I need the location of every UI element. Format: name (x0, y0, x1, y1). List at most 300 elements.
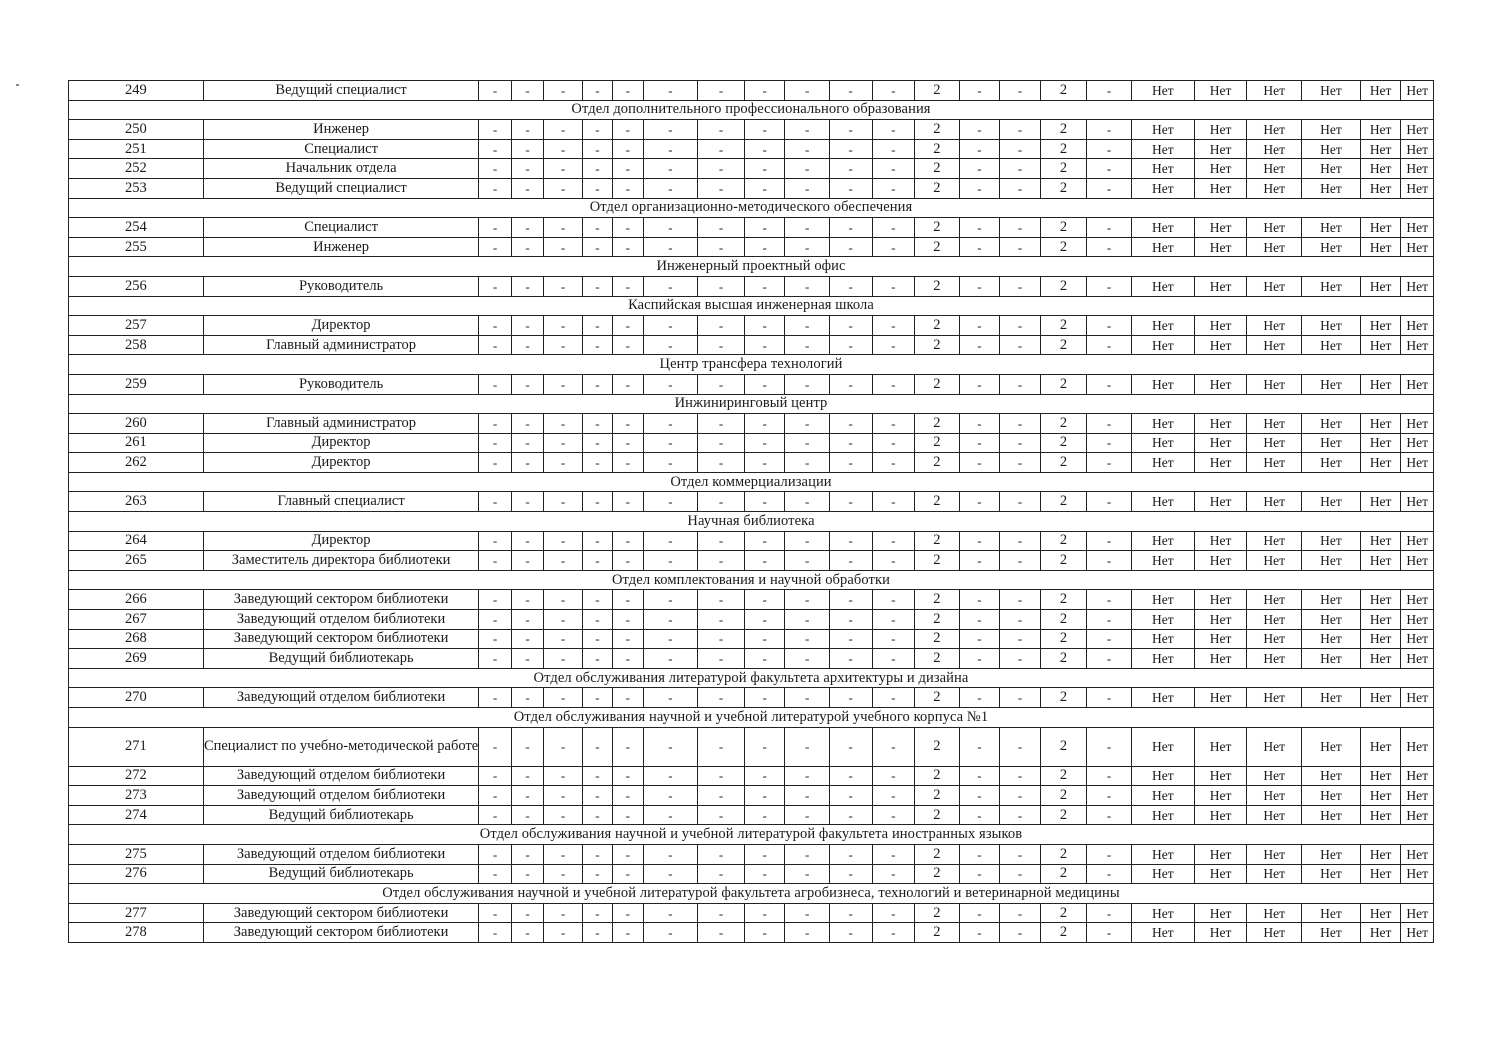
value-cell: Нет (1247, 766, 1302, 786)
value-cell: Нет (1194, 766, 1247, 786)
value-cell: Нет (1194, 218, 1247, 238)
value-cell: Нет (1131, 805, 1194, 825)
value-cell: Нет (1302, 531, 1361, 551)
value-cell: - (1000, 688, 1041, 708)
value-cell: - (829, 610, 872, 630)
value-cell: Нет (1247, 551, 1302, 571)
value-cell: Нет (1131, 590, 1194, 610)
value-cell: - (698, 629, 745, 649)
value-cell: - (785, 276, 830, 296)
value-cell: - (582, 551, 612, 571)
value-cell: - (613, 433, 643, 453)
value-cell: - (643, 844, 698, 864)
table-row (69, 120, 1434, 140)
value-cell: - (643, 237, 698, 257)
value-cell: Нет (1401, 276, 1434, 296)
value-cell: Нет (1401, 433, 1434, 453)
value-cell: 2 (915, 335, 960, 355)
value-cell: - (643, 414, 698, 434)
value-cell: Нет (1247, 844, 1302, 864)
value-cell: 2 (915, 629, 960, 649)
value-cell: 2 (1040, 139, 1087, 159)
value-cell: - (744, 139, 785, 159)
value-cell: - (1087, 453, 1132, 473)
value-cell: Нет (1360, 766, 1401, 786)
value-cell: - (544, 335, 583, 355)
value-cell: - (872, 492, 915, 512)
value-cell: - (1000, 218, 1041, 238)
value-cell: - (582, 786, 612, 806)
value-cell: - (829, 218, 872, 238)
value-cell: - (829, 629, 872, 649)
value-cell: - (1087, 492, 1132, 512)
value-cell: - (511, 139, 543, 159)
value-cell: - (511, 316, 543, 336)
value-cell: 2 (1040, 492, 1087, 512)
value-cell: Нет (1401, 81, 1434, 101)
row-number: 278 (69, 923, 204, 943)
value-cell: Нет (1360, 649, 1401, 669)
value-cell: - (613, 237, 643, 257)
value-cell: Нет (1131, 864, 1194, 884)
value-cell: - (829, 178, 872, 198)
value-cell: - (613, 688, 643, 708)
value-cell: - (613, 374, 643, 394)
value-cell: Нет (1401, 237, 1434, 257)
value-cell: - (744, 374, 785, 394)
value-cell: - (829, 335, 872, 355)
value-cell: - (744, 335, 785, 355)
value-cell: - (479, 903, 511, 923)
value-cell: - (544, 218, 583, 238)
position-title: Руководитель (203, 374, 479, 394)
table-row (69, 316, 1434, 336)
value-cell: 2 (1040, 159, 1087, 179)
value-cell: Нет (1131, 688, 1194, 708)
value-cell: - (544, 688, 583, 708)
value-cell: - (479, 610, 511, 630)
value-cell: Нет (1131, 629, 1194, 649)
value-cell: - (582, 159, 612, 179)
value-cell: Нет (1360, 531, 1401, 551)
value-cell: 2 (1040, 81, 1087, 101)
value-cell: - (582, 649, 612, 669)
value-cell: - (959, 629, 1000, 649)
position-title: Начальник отдела (203, 159, 479, 179)
value-cell: - (479, 159, 511, 179)
row-number: 271 (69, 727, 204, 766)
table-row (69, 610, 1434, 630)
value-cell: Нет (1194, 903, 1247, 923)
value-cell: - (511, 864, 543, 884)
value-cell: - (698, 120, 745, 140)
value-cell: - (1087, 551, 1132, 571)
value-cell: - (511, 492, 543, 512)
value-cell: - (785, 178, 830, 198)
value-cell: Нет (1131, 610, 1194, 630)
value-cell: - (744, 120, 785, 140)
value-cell: - (698, 923, 745, 943)
row-number: 274 (69, 805, 204, 825)
value-cell: Нет (1360, 276, 1401, 296)
value-cell: Нет (1401, 610, 1434, 630)
section-row (69, 668, 1434, 688)
value-cell: 2 (1040, 903, 1087, 923)
value-cell: - (479, 335, 511, 355)
value-cell: - (479, 453, 511, 473)
value-cell: - (479, 276, 511, 296)
position-title: Ведущий библиотекарь (203, 864, 479, 884)
value-cell: - (698, 237, 745, 257)
value-cell: - (582, 531, 612, 551)
value-cell: - (613, 414, 643, 434)
table-row (69, 864, 1434, 884)
value-cell: - (1000, 629, 1041, 649)
value-cell: Нет (1131, 551, 1194, 571)
value-cell: - (511, 414, 543, 434)
row-number: 268 (69, 629, 204, 649)
position-title: Инженер (203, 237, 479, 257)
value-cell: - (613, 629, 643, 649)
value-cell: Нет (1247, 374, 1302, 394)
value-cell: Нет (1302, 610, 1361, 630)
value-cell: - (582, 276, 612, 296)
position-title: Заместитель директора библиотеки (203, 551, 479, 571)
value-cell: - (511, 551, 543, 571)
value-cell: - (785, 551, 830, 571)
value-cell: - (582, 903, 612, 923)
value-cell: - (872, 218, 915, 238)
value-cell: Нет (1194, 786, 1247, 806)
value-cell: Нет (1247, 335, 1302, 355)
value-cell: - (698, 433, 745, 453)
value-cell: - (744, 218, 785, 238)
value-cell: Нет (1302, 218, 1361, 238)
value-cell: Нет (1360, 688, 1401, 708)
value-cell: Нет (1194, 374, 1247, 394)
value-cell: 2 (1040, 610, 1087, 630)
value-cell: 2 (1040, 531, 1087, 551)
value-cell: Нет (1131, 786, 1194, 806)
value-cell: - (785, 805, 830, 825)
value-cell: - (1087, 864, 1132, 884)
value-cell: - (1000, 120, 1041, 140)
value-cell: - (479, 139, 511, 159)
table-row (69, 844, 1434, 864)
value-cell: - (698, 590, 745, 610)
value-cell: 2 (1040, 335, 1087, 355)
value-cell: - (872, 237, 915, 257)
value-cell: - (959, 551, 1000, 571)
value-cell: - (544, 81, 583, 101)
value-cell: Нет (1247, 688, 1302, 708)
value-cell: Нет (1401, 178, 1434, 198)
value-cell: 2 (915, 551, 960, 571)
value-cell: - (511, 374, 543, 394)
value-cell: Нет (1360, 727, 1401, 766)
value-cell: - (1087, 923, 1132, 943)
value-cell: Нет (1131, 335, 1194, 355)
value-cell: - (872, 727, 915, 766)
value-cell: - (785, 237, 830, 257)
value-cell: - (479, 316, 511, 336)
value-cell: Нет (1247, 610, 1302, 630)
table-row (69, 453, 1434, 473)
value-cell: - (544, 120, 583, 140)
value-cell: Нет (1194, 492, 1247, 512)
value-cell: 2 (915, 610, 960, 630)
value-cell: 2 (1040, 414, 1087, 434)
value-cell: - (829, 316, 872, 336)
value-cell: - (829, 844, 872, 864)
value-cell: - (785, 649, 830, 669)
value-cell: - (872, 844, 915, 864)
value-cell: - (1087, 531, 1132, 551)
value-cell: - (511, 276, 543, 296)
value-cell: - (511, 649, 543, 669)
value-cell: 2 (915, 531, 960, 551)
value-cell: - (1000, 903, 1041, 923)
value-cell: Нет (1131, 531, 1194, 551)
value-cell: Нет (1302, 237, 1361, 257)
value-cell: - (698, 316, 745, 336)
value-cell: - (544, 316, 583, 336)
value-cell: Нет (1247, 316, 1302, 336)
value-cell: Нет (1360, 805, 1401, 825)
value-cell: - (698, 453, 745, 473)
value-cell: - (511, 610, 543, 630)
value-cell: Нет (1194, 139, 1247, 159)
value-cell: Нет (1131, 649, 1194, 669)
value-cell: - (872, 120, 915, 140)
value-cell: - (1000, 805, 1041, 825)
value-cell: Нет (1360, 629, 1401, 649)
value-cell: Нет (1360, 551, 1401, 571)
value-cell: - (613, 610, 643, 630)
row-number: 263 (69, 492, 204, 512)
position-title: Специалист (203, 218, 479, 238)
value-cell: 2 (1040, 120, 1087, 140)
value-cell: - (582, 120, 612, 140)
value-cell: - (959, 316, 1000, 336)
value-cell: - (613, 531, 643, 551)
value-cell: Нет (1131, 923, 1194, 943)
position-title: Ведущий библиотекарь (203, 805, 479, 825)
value-cell: - (872, 374, 915, 394)
value-cell: Нет (1360, 414, 1401, 434)
row-number: 254 (69, 218, 204, 238)
section-title: Инженерный проектный офис (69, 257, 1434, 277)
value-cell: Нет (1194, 610, 1247, 630)
value-cell: Нет (1401, 218, 1434, 238)
value-cell: - (479, 590, 511, 610)
value-cell: - (744, 433, 785, 453)
value-cell: - (872, 629, 915, 649)
value-cell: Нет (1401, 844, 1434, 864)
value-cell: - (698, 649, 745, 669)
value-cell: - (613, 218, 643, 238)
value-cell: - (643, 786, 698, 806)
value-cell: - (744, 805, 785, 825)
value-cell: Нет (1131, 453, 1194, 473)
value-cell: - (1087, 844, 1132, 864)
value-cell: - (698, 688, 745, 708)
value-cell: - (544, 551, 583, 571)
value-cell: Нет (1194, 316, 1247, 336)
value-cell: - (582, 688, 612, 708)
value-cell: Нет (1360, 81, 1401, 101)
value-cell: Нет (1247, 629, 1302, 649)
value-cell: - (643, 649, 698, 669)
position-title: Заведующий отделом библиотеки (203, 766, 479, 786)
value-cell: - (829, 433, 872, 453)
value-cell: - (544, 374, 583, 394)
value-cell: - (643, 81, 698, 101)
value-cell: 2 (1040, 374, 1087, 394)
value-cell: Нет (1401, 374, 1434, 394)
value-cell: Нет (1194, 237, 1247, 257)
section-title: Отдел обслуживания научной и учебной литературой факультета агробизнеса, технологий и ветеринарной медицины (69, 884, 1434, 904)
value-cell: - (1000, 316, 1041, 336)
value-cell: - (479, 864, 511, 884)
value-cell: 2 (915, 786, 960, 806)
value-cell: - (1087, 237, 1132, 257)
value-cell: 2 (915, 159, 960, 179)
value-cell: - (479, 551, 511, 571)
value-cell: Нет (1131, 766, 1194, 786)
value-cell: - (479, 237, 511, 257)
value-cell: Нет (1302, 864, 1361, 884)
value-cell: - (479, 923, 511, 943)
position-title: Заведующий отделом библиотеки (203, 610, 479, 630)
value-cell: - (872, 159, 915, 179)
value-cell: - (544, 629, 583, 649)
value-cell: 2 (915, 923, 960, 943)
value-cell: Нет (1247, 276, 1302, 296)
value-cell: - (1000, 237, 1041, 257)
value-cell: - (544, 414, 583, 434)
section-row (69, 472, 1434, 492)
value-cell: - (785, 766, 830, 786)
value-cell: Нет (1401, 903, 1434, 923)
value-cell: - (544, 139, 583, 159)
value-cell: - (785, 139, 830, 159)
table-row (69, 218, 1434, 238)
value-cell: - (744, 923, 785, 943)
value-cell: - (785, 531, 830, 551)
value-cell: - (544, 903, 583, 923)
value-cell: 2 (915, 237, 960, 257)
value-cell: - (785, 864, 830, 884)
value-cell: 2 (915, 805, 960, 825)
value-cell: - (511, 81, 543, 101)
value-cell: - (829, 786, 872, 806)
value-cell: - (829, 139, 872, 159)
value-cell: Нет (1401, 531, 1434, 551)
value-cell: Нет (1194, 649, 1247, 669)
value-cell: - (872, 453, 915, 473)
value-cell: - (582, 610, 612, 630)
value-cell: - (744, 629, 785, 649)
value-cell: 2 (915, 414, 960, 434)
value-cell: - (1087, 590, 1132, 610)
value-cell: - (479, 178, 511, 198)
value-cell: - (959, 374, 1000, 394)
value-cell: - (959, 903, 1000, 923)
value-cell: Нет (1302, 590, 1361, 610)
value-cell: Нет (1131, 178, 1194, 198)
value-cell: - (479, 766, 511, 786)
value-cell: Нет (1360, 316, 1401, 336)
value-cell: - (785, 903, 830, 923)
value-cell: Нет (1401, 335, 1434, 355)
value-cell: - (544, 923, 583, 943)
value-cell: - (582, 178, 612, 198)
value-cell: 2 (915, 81, 960, 101)
row-number: 262 (69, 453, 204, 473)
position-title: Заведующий отделом библиотеки (203, 844, 479, 864)
value-cell: Нет (1194, 453, 1247, 473)
row-number: 251 (69, 139, 204, 159)
value-cell: - (1000, 453, 1041, 473)
value-cell: - (829, 551, 872, 571)
value-cell: - (1000, 649, 1041, 669)
value-cell: - (1000, 159, 1041, 179)
value-cell: - (1087, 727, 1132, 766)
table-row (69, 276, 1434, 296)
section-title: Отдел обслуживания литературой факультета архитектуры и дизайна (69, 668, 1434, 688)
value-cell: Нет (1194, 120, 1247, 140)
value-cell: - (1087, 610, 1132, 630)
table-row (69, 688, 1434, 708)
value-cell: Нет (1131, 903, 1194, 923)
value-cell: - (872, 649, 915, 669)
section-row (69, 394, 1434, 414)
value-cell: Нет (1194, 551, 1247, 571)
row-number: 277 (69, 903, 204, 923)
value-cell: - (959, 590, 1000, 610)
table-row (69, 335, 1434, 355)
value-cell: - (1000, 923, 1041, 943)
value-cell: - (698, 159, 745, 179)
value-cell: - (744, 531, 785, 551)
value-cell: - (698, 805, 745, 825)
value-cell: - (613, 844, 643, 864)
value-cell: Нет (1302, 805, 1361, 825)
value-cell: - (959, 414, 1000, 434)
value-cell: - (613, 727, 643, 766)
value-cell: - (643, 139, 698, 159)
value-cell: Нет (1247, 649, 1302, 669)
row-number: 259 (69, 374, 204, 394)
value-cell: - (613, 178, 643, 198)
value-cell: - (479, 218, 511, 238)
value-cell: Нет (1401, 766, 1434, 786)
value-cell: Нет (1302, 433, 1361, 453)
value-cell: 2 (1040, 276, 1087, 296)
value-cell: Нет (1360, 864, 1401, 884)
value-cell: - (698, 727, 745, 766)
value-cell: - (643, 453, 698, 473)
value-cell: - (744, 766, 785, 786)
value-cell: - (479, 120, 511, 140)
value-cell: 2 (1040, 218, 1087, 238)
value-cell: - (1000, 590, 1041, 610)
value-cell: - (1000, 727, 1041, 766)
value-cell: - (872, 276, 915, 296)
value-cell: - (1087, 649, 1132, 669)
value-cell: Нет (1247, 903, 1302, 923)
